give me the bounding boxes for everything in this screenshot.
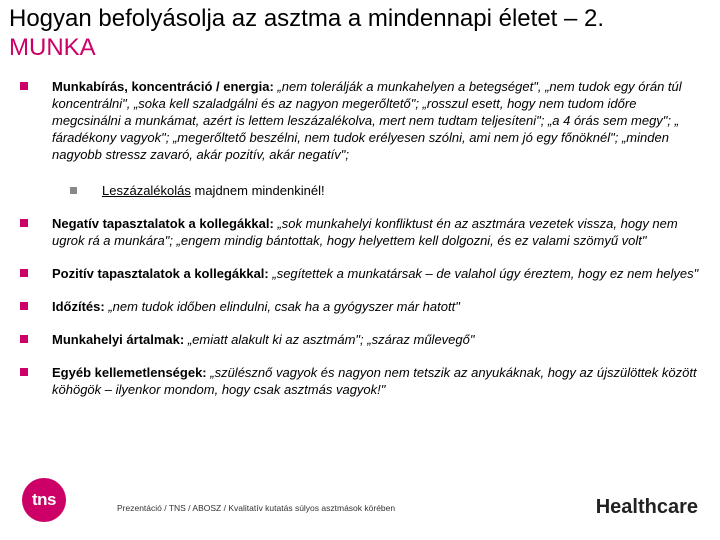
square-bullet-icon <box>20 335 28 343</box>
bullet-text: „segítettek a munkatársak – de valahol úgy éreztem, hogy ez nem helyes" <box>272 266 699 281</box>
square-bullet-icon <box>20 368 28 376</box>
bullet-text: „emiatt alakult ki az asztmám"; „száraz műlevegő" <box>187 332 475 347</box>
bullet-text: „sok munkahelyi konfliktust én az asztmára vezetek vissza, hogy nem ugrok rá a munkára"; „engem mindig bántottak, hogy helyettem kell dolgozni, és ez valami szömyű volt" <box>52 216 678 248</box>
bullet-text: „nem tudok időben elindulni, csak ha a gyógyszer már hatott" <box>108 299 460 314</box>
sub-bullet-underlined: Leszázalékolás <box>102 183 191 198</box>
bullet-positive-colleagues <box>20 265 700 282</box>
bullet-workload <box>20 78 700 163</box>
square-bullet-icon <box>20 302 28 310</box>
square-sub-bullet-icon <box>70 187 77 194</box>
bullet-text: „szülésznő vagyok és nagyon nem tetszik az anyukáknak, hogy az újszülöttek között köhögök – ilyenkor mondom, hogy csak asztmás vagyok!" <box>52 365 697 397</box>
bullet-label: Munkabírás, koncentráció / energia: <box>52 79 278 94</box>
square-bullet-icon <box>20 82 28 90</box>
bullet-other-discomforts <box>20 364 700 398</box>
bullet-label: Időzítés: <box>52 299 109 314</box>
bullet-text: „nem tolerálják a munkahelyen a betegséget", „nem tudok egy órán túl koncentrálni", „soka kell szaladgálni és az nagyon megerőltető"; „rosszul esett, hogy nem tudom időre megcsinálni a munkámat, azért is lettem leszázalékolva, mert nem tudtam teljesíteni"; „a 4 órás sem megy"; „ fáradékony vagyok"; „megerőltető beszélni, nem tudok erélyesen szólni, ami nem jó egy főnöknél"; „minden nagyobb stressz zavaró, akár pozitív, akár negatív"; <box>52 79 682 162</box>
bullet-label: Munkahelyi ártalmak: <box>52 332 188 347</box>
title-line-1: Hogyan befolyásolja az asztma a mindennapi életet – 2. <box>9 5 605 32</box>
bullet-label: Negatív tapasztalatok a kollegákkal: <box>52 216 278 231</box>
slide-title <box>9 4 714 62</box>
sub-bullet-text: majdnem mindenkinél! <box>190 183 325 198</box>
footer-caption: Prezentáció / TNS / ABOSZ / Kvalitatív kutatás súlyos asztmások körében <box>117 503 396 513</box>
tns-logo: tns <box>22 478 66 522</box>
sub-bullet-disability <box>20 182 700 199</box>
bullet-timing <box>20 298 700 315</box>
bullet-list <box>20 78 700 398</box>
square-bullet-icon <box>20 269 28 277</box>
healthcare-brand: Healthcare <box>595 496 698 518</box>
bullet-label: Egyéb kellemetlenségek: <box>52 365 211 380</box>
bullet-label: Pozitív tapasztalatok a kollegákkal: <box>52 266 273 281</box>
bullet-workplace-hazards <box>20 331 700 348</box>
square-bullet-icon <box>20 219 28 227</box>
title-line-2: MUNKA <box>9 34 96 61</box>
bullet-negative-colleagues <box>20 215 700 249</box>
